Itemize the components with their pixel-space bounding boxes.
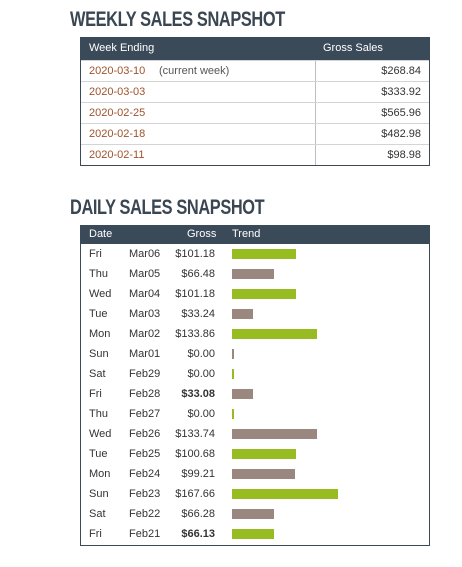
trend-bar [232,249,296,259]
daily-row [81,344,429,364]
week-gross-sales: $333.92 [381,86,421,98]
trend-header: Trend [232,228,261,240]
day-gross: $99.21 [181,468,215,480]
day-of-week: Mon [89,468,111,480]
weekly-row [81,123,429,144]
daily-row [81,244,429,264]
week-date-link[interactable]: 2020-02-11 [89,149,145,161]
daily-row [81,524,429,544]
week-gross-sales: $268.84 [381,65,421,77]
trend-bar [232,469,295,479]
day-of-week: Sun [89,488,109,500]
column-divider [315,103,316,123]
trend-bar [232,529,274,539]
daily-row [81,504,429,524]
trend-bar [232,349,234,359]
day-of-week: Sun [89,348,109,360]
daily-sales-title: DAILY SALES SNAPSHOT [70,196,265,219]
weekly-table-header [81,38,429,60]
week-ending-header: Week Ending [89,42,155,54]
day-date: Mar03 [129,308,161,320]
daily-row [81,384,429,404]
daily-row [81,304,429,324]
day-gross: $101.18 [175,288,215,300]
daily-row [81,324,429,344]
day-gross: $167.66 [175,488,215,500]
daily-row [81,424,429,444]
day-date: Feb24 [129,468,161,480]
day-date: Mar04 [129,288,161,300]
daily-rows [81,244,429,544]
week-date-link[interactable]: 2020-03-03 [89,86,146,98]
trend-bar [232,409,234,419]
current-week-note: (current week) [159,65,230,77]
weekly-sales-title: WEEKLY SALES SNAPSHOT [70,8,285,31]
column-divider [315,124,316,144]
day-gross: $0.00 [187,408,215,420]
day-date: Feb21 [129,528,161,540]
trend-bar [232,329,317,339]
week-gross-sales: $565.96 [381,107,421,119]
week-date-link[interactable]: 2020-02-25 [89,107,146,119]
day-gross: $0.00 [187,348,215,360]
day-gross: $101.18 [175,248,215,260]
day-gross: $133.86 [175,328,215,340]
weekly-sales-table [80,37,430,166]
day-date: Feb25 [129,448,161,460]
day-gross: $66.48 [181,268,215,280]
day-of-week: Mon [89,328,111,340]
trend-bar [232,429,317,439]
day-gross: $33.08 [181,388,215,400]
trend-bar [232,269,274,279]
daily-row [81,284,429,304]
gross-header: Gross [187,228,217,240]
day-gross: $133.74 [175,428,215,440]
day-date: Feb23 [129,488,161,500]
day-of-week: Fri [89,388,102,400]
daily-row [81,484,429,504]
date-header: Date [89,228,113,240]
day-of-week: Sat [89,368,106,380]
day-date: Feb27 [129,408,161,420]
gross-sales-header: Gross Sales [323,42,383,54]
weekly-row [81,144,429,165]
weekly-row [81,60,429,81]
trend-bar [232,289,296,299]
day-date: Feb29 [129,368,161,380]
weekly-row [81,102,429,123]
column-divider [315,145,316,165]
day-of-week: Fri [89,248,102,260]
week-date-link[interactable]: 2020-03-10 [89,65,146,77]
day-gross: $66.13 [181,528,215,540]
weekly-row [81,81,429,102]
day-date: Mar01 [129,348,161,360]
day-date: Mar05 [129,268,161,280]
daily-row [81,444,429,464]
column-divider [315,82,316,102]
day-of-week: Fri [89,528,102,540]
day-of-week: Wed [89,288,112,300]
day-of-week: Tue [89,448,108,460]
trend-bar [232,509,274,519]
week-gross-sales: $98.98 [387,149,421,161]
day-date: Mar06 [129,248,161,260]
day-gross: $33.24 [181,308,215,320]
daily-row [81,404,429,424]
trend-bar [232,489,338,499]
daily-row [81,364,429,384]
daily-row [81,264,429,284]
day-date: Feb28 [129,388,161,400]
column-divider [315,61,316,81]
week-gross-sales: $482.98 [381,128,421,140]
day-of-week: Tue [89,308,108,320]
day-of-week: Wed [89,428,112,440]
week-date-link[interactable]: 2020-02-18 [89,128,146,140]
day-of-week: Thu [89,268,108,280]
day-gross: $66.28 [181,508,215,520]
day-gross: $100.68 [175,448,215,460]
daily-table-header [81,226,429,244]
trend-bar [232,389,253,399]
day-gross: $0.00 [187,368,215,380]
trend-bar [232,309,253,319]
daily-sales-table [80,225,430,546]
trend-bar [232,369,234,379]
day-date: Feb26 [129,428,161,440]
day-date: Mar02 [129,328,161,340]
trend-bar [232,449,296,459]
day-of-week: Sat [89,508,106,520]
day-of-week: Thu [89,408,108,420]
daily-row [81,464,429,484]
day-date: Feb22 [129,508,161,520]
